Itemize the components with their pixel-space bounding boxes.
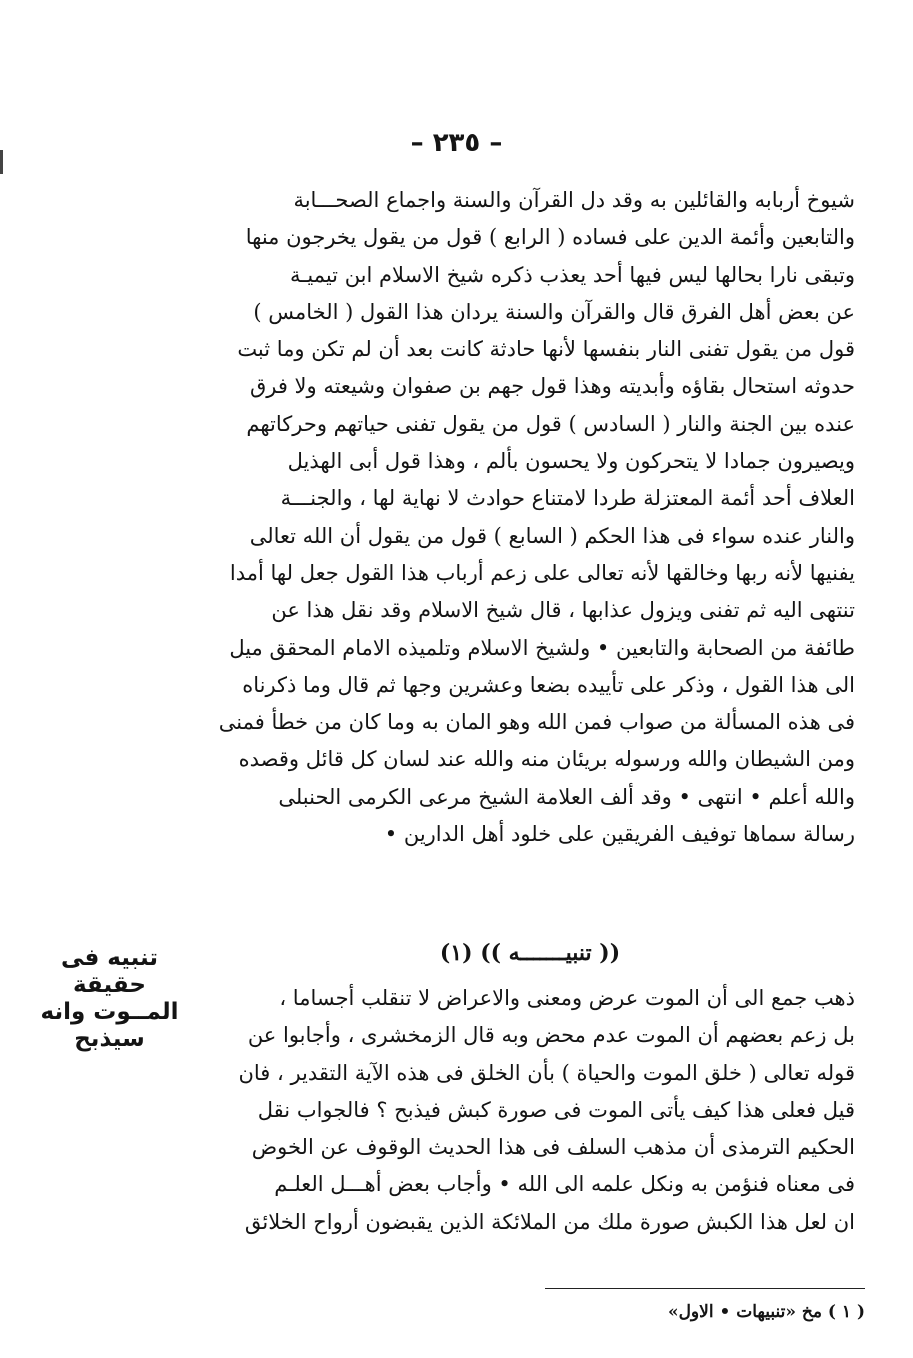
section-body-text <box>205 980 855 1241</box>
body-line: ومن الشيطان والله ورسوله بريئان منه والله عند لسان كل قائل وقصده <box>238 747 855 772</box>
body-line: عنده بين الجنة والنار ( السادس ) قول من يقول تفنى حياتهم وحركاتهم <box>246 411 855 436</box>
body-line: طائفة من الصحابة والتابعين • ولشيخ الاسلام وتلميذه الامام المحقق ميل <box>229 635 855 660</box>
body-line: والنار عنده سواء فى هذا الحكم ( السابع ) قول من يقول أن الله تعالى <box>249 523 855 548</box>
footnote: ( ١ ) مخ «تنبيهات • الاول» <box>667 1302 865 1322</box>
body-line: قول من يقول تفنى النار بنفسها لأنها حادثة كانت بعد أن لم تكن وما ثبت <box>237 337 855 362</box>
main-body-text <box>205 182 855 853</box>
margin-note <box>22 945 197 1053</box>
body-line: يفنيها لأنه ربها وخالقها لأنه تعالى على زعم أرباب هذا القول جعل لها أمدا <box>229 560 855 585</box>
body-line: حدوثه استحال بقاؤه وأبديته وهذا قول جهم بن صفوان وشيعته ولا فرق <box>249 374 855 399</box>
body-line: ويصيرون جمادا لا يتحركون ولا يحسون بألم ، وهذا قول أبى الهذيل <box>287 449 855 474</box>
margin-note-line: تنبيه فى حقيقة <box>60 945 159 998</box>
body-line: والله أعلم • انتهى • وقد ألف العلامة الشيخ مرعى الكرمى الحنبلى <box>278 784 855 809</box>
section-line: قيل فعلى هذا كيف يأتى الموت فى صورة كبش فيذبح ؟ فالجواب نقل <box>257 1097 855 1122</box>
section-line: بل زعم بعضهم أن الموت عدم محض وبه قال الزمخشرى ، وأجابوا عن <box>247 1023 855 1048</box>
body-line: وتبقى نارا بحالها ليس فيها أحد يعذب ذكره شيخ الاسلام ابن تيميـة <box>289 262 855 287</box>
section-line: ذهب جمع الى أن الموت عرض ومعنى والاعراض لا تنقلب أجساما ، <box>279 986 855 1010</box>
body-line: والتابعين وأئمة الدين على فساده ( الرابع ) قول من يقول يخرجون منها <box>245 225 855 250</box>
body-line: الى هذا القول ، وذكر على تأييده بضعا وعشرين وجها ثم قال وما ذكرناه <box>242 672 855 697</box>
section-line: فى معناه فنؤمن به ونكل علمه الى الله • وأجاب بعض أهـــل العلـم <box>274 1172 855 1197</box>
footnote-divider <box>545 1288 865 1289</box>
margin-note-line: سيذبح <box>74 1026 145 1052</box>
body-line: عن بعض أهل الفرق قال والقرآن والسنة يردان هذا القول ( الخامس ) <box>253 299 855 324</box>
page-number: – ٢٣٥ – <box>410 128 503 158</box>
section-line: الحكيم الترمذى أن مذهب السلف فى هذا الحديث الوقوف عن الخوض <box>251 1135 855 1160</box>
body-line: العلاف أحد أئمة المعتزلة طردا لامتناع حوادث لا نهاية لها ، والجنـــة <box>280 486 855 511</box>
body-line: تنتهى اليه ثم تفنى ويزول عذابها ، قال شيخ الاسلام وقد نقل هذا عن <box>271 598 855 623</box>
body-line: فى هذه المسألة من صواب فمن الله وهو المان به وما كان من خطأ فمنى <box>218 710 855 735</box>
section-line: ان لعل هذا الكبش صورة ملك من الملائكة الذين يقبضون أرواح الخلائق <box>244 1209 855 1234</box>
body-line: رسالة سماها توفيف الفريقين على خلود أهل الدارين • <box>384 822 855 847</box>
margin-note-line: المــوت وانه <box>40 999 179 1025</box>
section-line: قوله تعالى ( خلق الموت والحياة ) بأن الخلق فى هذه الآية التقدير ، فان <box>238 1060 855 1085</box>
body-line: شيوخ أربابه والقائلين به وقد دل القرآن والسنة واجماع الصحـــابة <box>293 188 855 212</box>
section-heading: (( تنبيـــــــه )) (١) <box>439 940 621 966</box>
